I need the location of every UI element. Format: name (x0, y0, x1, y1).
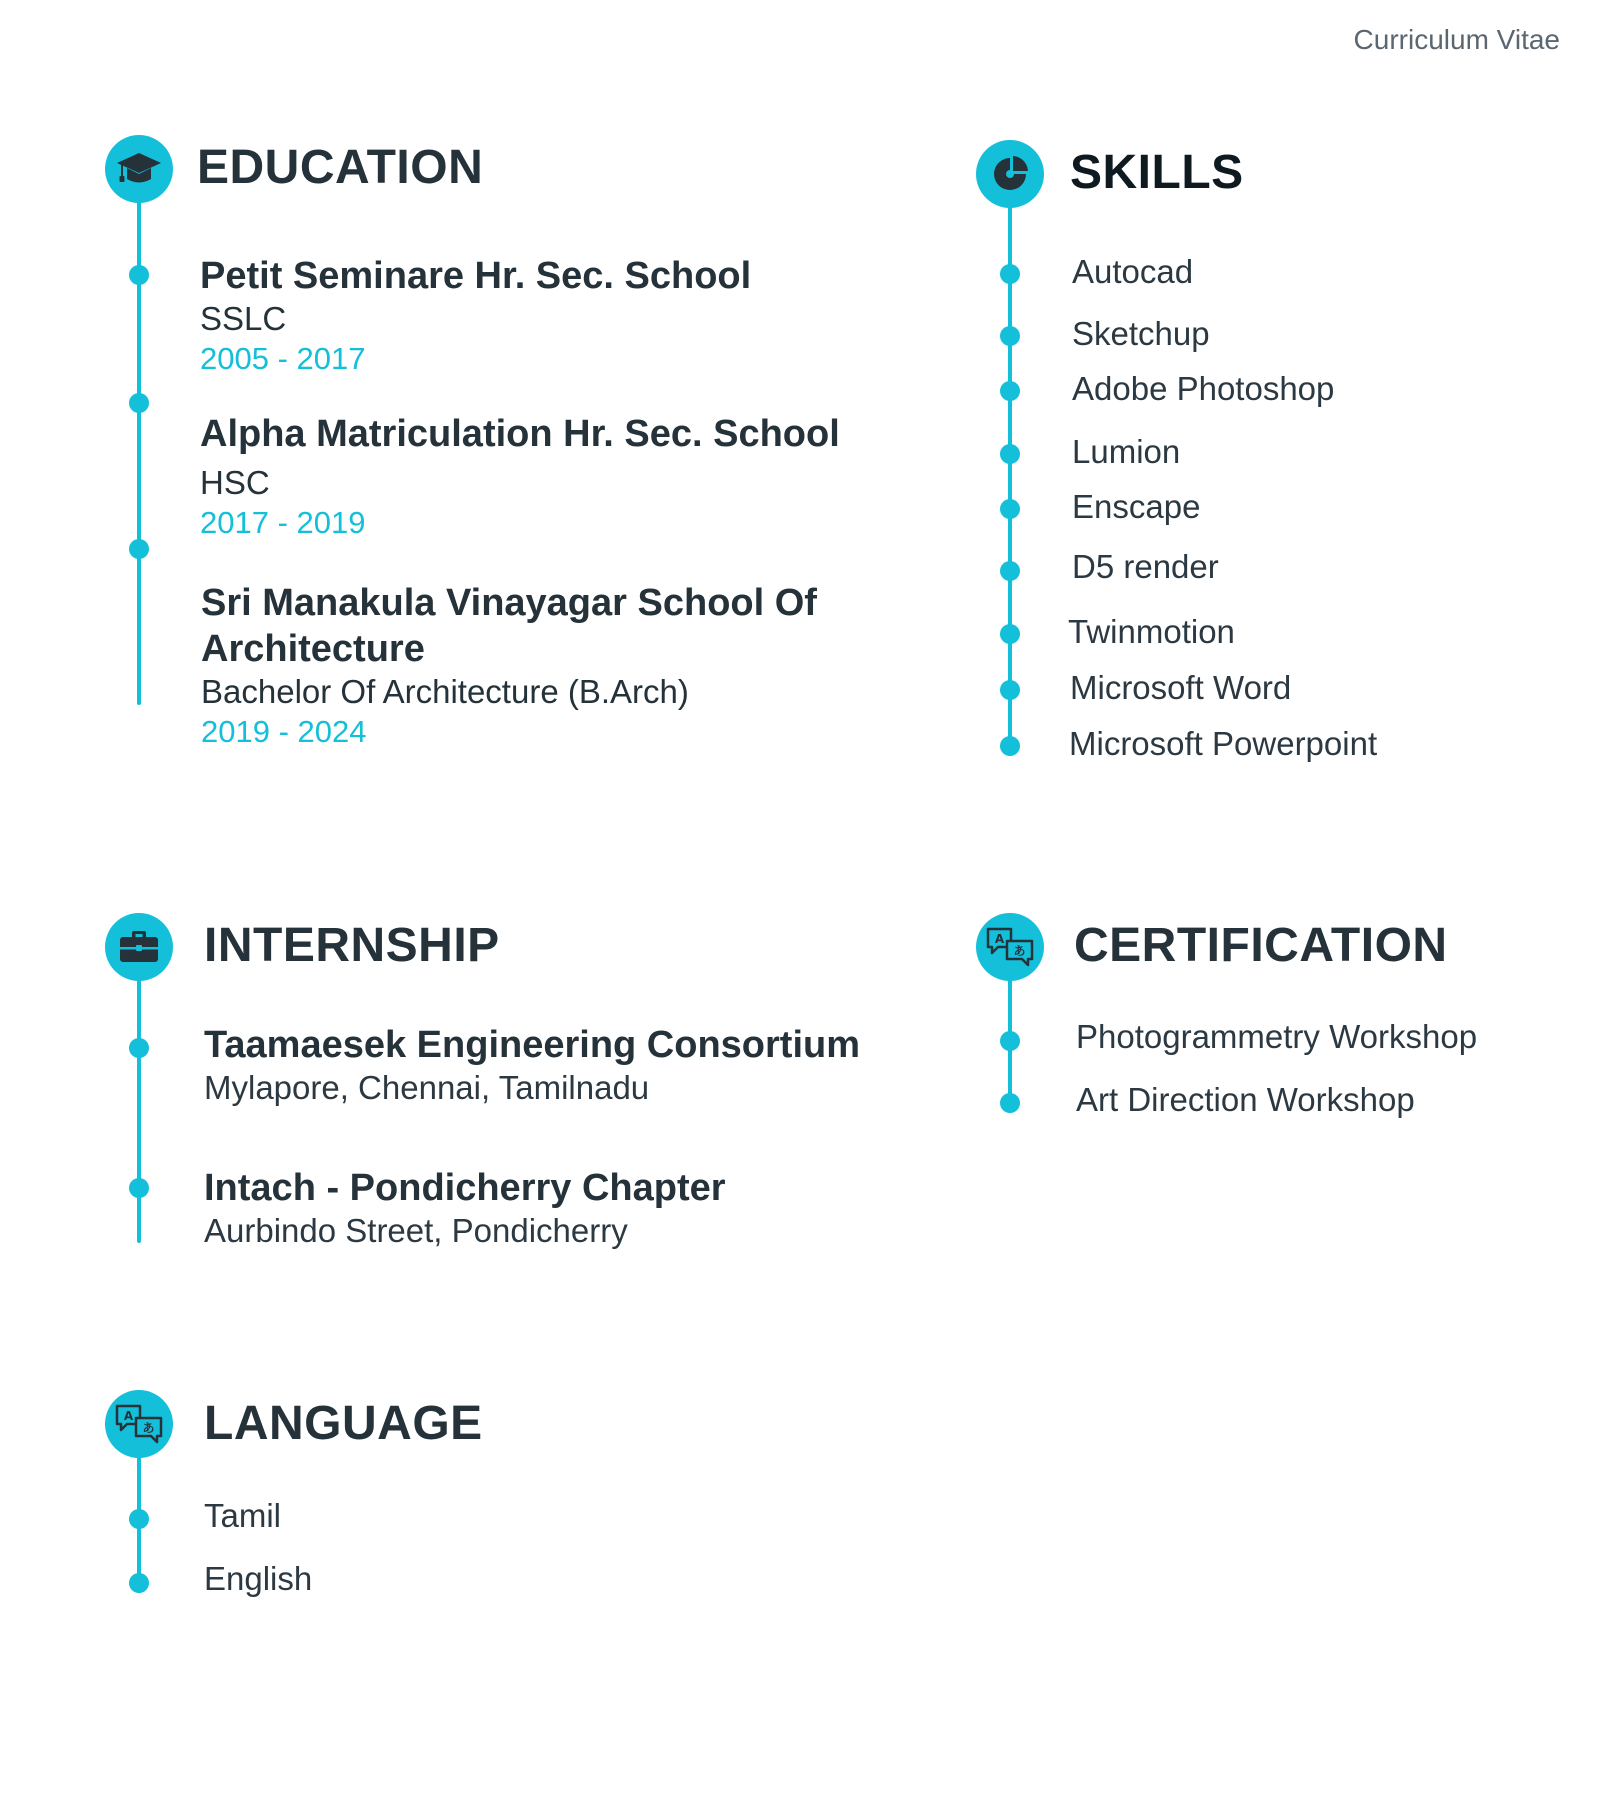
skill-item-1: Autocad (1072, 253, 1194, 290)
education-badge (105, 135, 173, 203)
education-dot-3 (129, 539, 149, 559)
certification-badge (976, 913, 1044, 981)
internship-org-1: Taamaesek Engineering Consortium (204, 1024, 861, 1066)
internship-dot-1 (129, 1038, 149, 1058)
skill-dot-2 (1000, 326, 1020, 346)
education-years-1: 2005 - 2017 (200, 341, 366, 376)
skill-item-8: Microsoft Word (1070, 669, 1292, 706)
skill-dot-1 (1000, 264, 1020, 284)
skill-item-7: Twinmotion (1068, 613, 1235, 650)
skill-dot-7 (1000, 624, 1020, 644)
skills-heading: SKILLS (1070, 146, 1244, 199)
education-heading: EDUCATION (197, 141, 484, 194)
internship-location-1: Mylapore, Chennai, Tamilnadu (204, 1069, 650, 1106)
certification-dot-1 (1000, 1031, 1020, 1051)
skill-dot-9 (1000, 736, 1020, 756)
language-dot-1 (129, 1509, 149, 1529)
education-entry-1 (200, 253, 751, 379)
language-heading: LANGUAGE (204, 1397, 483, 1450)
internship-org-2: Intach - Pondicherry Chapter (204, 1167, 726, 1209)
briefcase-icon (118, 929, 160, 965)
education-school-2: Alpha Matriculation Hr. Sec. School (200, 413, 840, 455)
skill-item-4: Lumion (1072, 433, 1181, 470)
internship-timeline (137, 965, 141, 1243)
pie-chart-icon (990, 154, 1030, 194)
skill-dot-5 (1000, 499, 1020, 519)
graduation-cap-icon (116, 149, 162, 189)
svg-text:あ: あ (142, 1421, 155, 1435)
internship-entry-1 (204, 1022, 860, 1108)
skill-item-6: D5 render (1072, 548, 1219, 585)
page-label: Curriculum Vitae (1353, 24, 1560, 55)
skill-dot-4 (1000, 444, 1020, 464)
education-qualification-3: Bachelor Of Architecture (B.Arch) (201, 673, 689, 710)
education-entry-2 (200, 411, 840, 543)
education-school-3-line1: Sri Manakula Vinayagar School Of (201, 582, 817, 624)
certification-dot-2 (1000, 1093, 1020, 1113)
translate-speech-icon (985, 926, 1035, 968)
certification-item-1: Photogrammetry Workshop (1076, 1018, 1478, 1055)
skills-badge (976, 140, 1044, 208)
education-qualification-1: SSLC (200, 300, 287, 337)
skill-item-9: Microsoft Powerpoint (1069, 725, 1378, 762)
skill-dot-8 (1000, 680, 1020, 700)
education-timeline (137, 185, 141, 705)
svg-text:あ: あ (1013, 944, 1026, 958)
skill-dot-3 (1000, 381, 1020, 401)
svg-text:A: A (123, 1409, 134, 1423)
education-dot-1 (129, 265, 149, 285)
education-entry-3 (201, 580, 817, 752)
certification-heading: CERTIFICATION (1074, 919, 1448, 972)
language-badge (105, 1390, 173, 1458)
education-school-1: Petit Seminare Hr. Sec. School (200, 255, 752, 297)
skill-item-5: Enscape (1072, 488, 1201, 525)
internship-heading: INTERNSHIP (204, 919, 500, 972)
internship-badge (105, 913, 173, 981)
language-dot-2 (129, 1573, 149, 1593)
skill-item-2: Sketchup (1072, 315, 1210, 352)
skill-dot-6 (1000, 561, 1020, 581)
translate-speech-icon (114, 1403, 164, 1445)
education-qualification-2: HSC (200, 464, 270, 501)
internship-entry-2 (204, 1165, 726, 1251)
language-item-2: English (204, 1560, 313, 1597)
certification-item-2: Art Direction Workshop (1076, 1081, 1415, 1118)
education-years-3: 2019 - 2024 (201, 714, 367, 749)
internship-location-2: Aurbindo Street, Pondicherry (204, 1212, 628, 1249)
skill-item-3: Adobe Photoshop (1072, 370, 1335, 407)
internship-dot-2 (129, 1178, 149, 1198)
language-item-1: Tamil (204, 1497, 282, 1534)
svg-text:A: A (994, 932, 1005, 946)
education-years-2: 2017 - 2019 (200, 505, 366, 540)
education-dot-2 (129, 393, 149, 413)
education-school-3-line2: Architecture (201, 628, 425, 670)
